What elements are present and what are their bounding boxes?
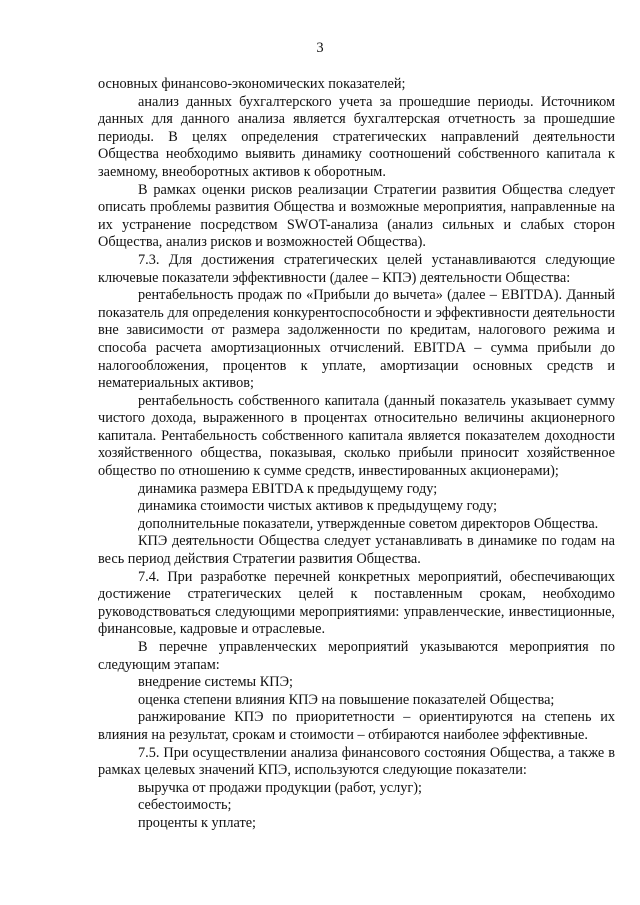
paragraph-6: рентабельность собственного капитала (данный показатель указывает сумму чистого дохода, выраженного в процентах относительно величины акционерного капитала. Рентабельность собственного капитала является показателем доходности хозяйственного общества, показывая, сколько прибыли приносит хозяйственное общество по отношению к сумме средств, инвестированных акционерами); [98,392,615,480]
paragraph-15: ранжирование КПЭ по приоритетности – ориентируются на степень их влияния на результат, срокам и стоимости – отбираются наиболее эффективные. [98,709,615,743]
paragraph-11: 7.4. При разработке перечней конкретных мероприятий, обеспечивающих достижение стратегических целей к поставленным срокам, необходимо руководствоваться следующими мероприятиями: управленческие, инвестиционные, финансовые, кадровые и отраслевые. [98,568,615,638]
page-number: 3 [316,40,324,56]
paragraph-17: выручка от продажи продукции (работ, услуг); [138,779,422,796]
paragraph-8: динамика стоимости чистых активов к предыдущему году; [138,498,498,515]
paragraph-14: оценка степени влияния КПЭ на повышение показателей Общества; [138,691,555,708]
paragraph-19: проценты к уплате; [138,814,257,831]
paragraph-4: 7.3. Для достижения стратегических целей устанавливаются следующие ключевые показатели эффективности (далее – КПЭ) деятельности Общества: [98,251,615,286]
paragraph-18: себестоимость; [138,797,232,814]
paragraph-2: анализ данных бухгалтерского учета за прошедшие периоды. Источником данных для данного анализа является бухгалтерская отчетность за прошедшие периоды. В целях определения стратегических направлений деятельности Общества необходимо выявить динамику соотношений собственного капитала к заемному, внеоборотных активов к оборотным. [98,93,615,180]
paragraph-5: рентабельность продаж по «Прибыли до вычета» (далее – EBITDA). Данный показатель для определения конкурентоспособности и эффективности деятельности вне зависимости от размера задолженности по кредитам, налогового режима и способа расчета амортизационных отчислений. EBITDA – сумма прибыли до налогообложения, процентов к уплате, амортизации основных средств и нематериальных активов; [98,287,615,392]
paragraph-3: В рамках оценки рисков реализации Стратегии развития Общества следует описать проблемы развития Общества и возможные мероприятия, направленные на их устранение посредством SWOT-анализа (анализ сильных и слабых сторон Общества, анализ рисков и возможностей Общества). [98,181,615,251]
paragraph-10: КПЭ деятельности Общества следует устанавливать в динамике по годам на весь период действия Стратегии развития Общества. [98,533,615,568]
document-body [98,76,615,833]
paragraph-7: динамика размера EBITDA к предыдущему году; [138,480,438,497]
paragraph-16: 7.5. При осуществлении анализа финансового состояния Общества, а также в рамках целевых значений КПЭ, используются следующие показатели: [98,744,615,779]
paragraph-9: дополнительные показатели, утвержденные советом директоров Общества. [138,515,599,532]
paragraph-12: В перечне управленческих мероприятий указываются мероприятия по следующим этапам: [98,639,615,673]
paragraph-1: основных финансово-экономических показателей; [98,76,406,92]
paragraph-13: внедрение системы КПЭ; [138,674,293,691]
